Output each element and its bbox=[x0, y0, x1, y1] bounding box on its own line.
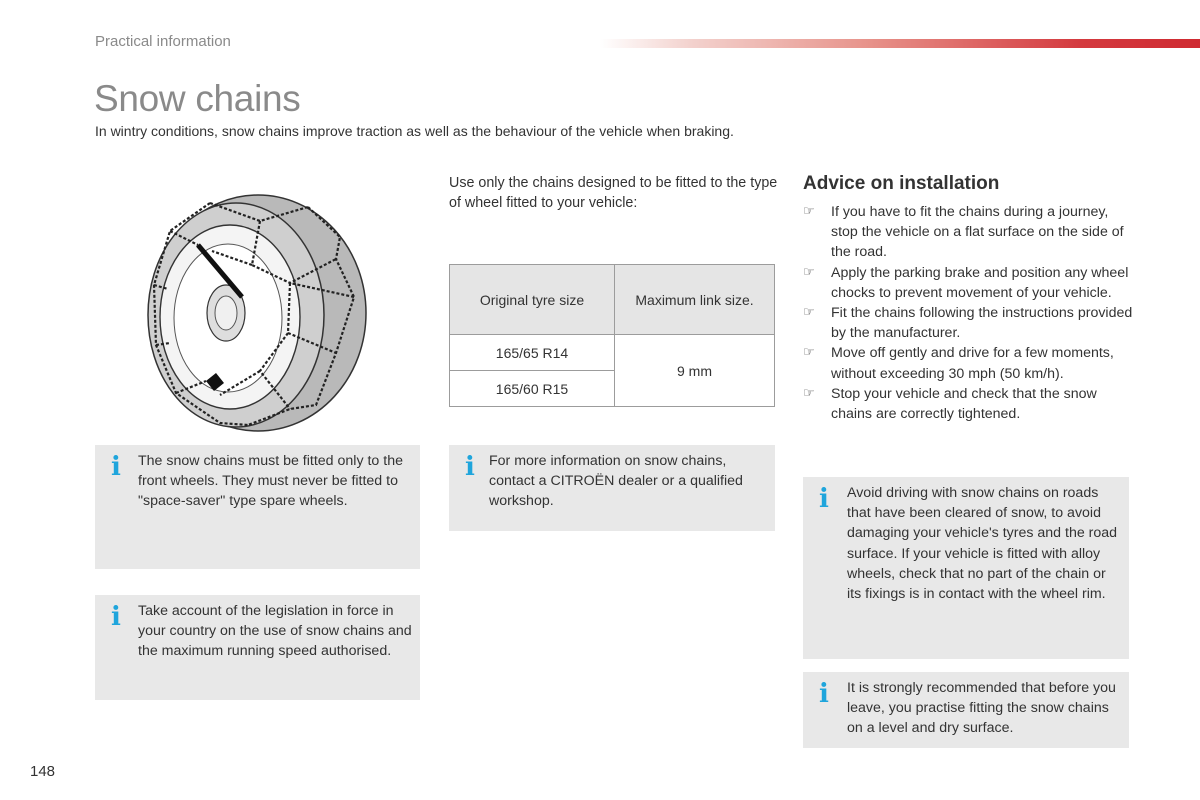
list-item bbox=[803, 384, 1133, 424]
advice-item-text: Stop your vehicle and check that the snow chains are correctly tightened. bbox=[831, 385, 1097, 423]
info-text-practise: It is strongly recommended that before you leave, you practise fitting the snow chains on a level and dry surface. bbox=[847, 680, 1116, 737]
table-row bbox=[450, 335, 775, 371]
info-text-legislation: Take account of the legislation in force in your country on the use of snow chains and the maximum running speed authorised. bbox=[138, 603, 412, 660]
list-item bbox=[803, 343, 1133, 383]
info-icon: i bbox=[111, 602, 121, 632]
page-number: 148 bbox=[30, 763, 56, 780]
tyre-size-cell: 165/65 R14 bbox=[450, 335, 615, 371]
info-box-legislation bbox=[95, 595, 420, 700]
info-box-avoid-driving bbox=[803, 477, 1129, 659]
header-maximum-link-size-label: Maximum link size. bbox=[635, 291, 754, 308]
list-item bbox=[803, 303, 1133, 343]
info-box-front-wheels bbox=[95, 445, 420, 569]
header-maximum-link-size bbox=[615, 265, 775, 335]
list-item bbox=[803, 202, 1133, 263]
list-item bbox=[803, 263, 1133, 303]
advice-item-text: Fit the chains following the instructions provided by the manufacturer. bbox=[831, 305, 1133, 342]
pointing-hand-icon: ☞ bbox=[803, 264, 815, 280]
tyre-size-cell: 165/60 R15 bbox=[450, 371, 615, 407]
info-icon: i bbox=[819, 679, 829, 709]
info-text-avoid-driving: Avoid driving with snow chains on roads that have been cleared of snow, to avoid damaging your vehicle's tyres and the road surface. If your vehicle is fitted with alloy wheels, check that no part of the chain or its fixings is in contact with the wheel rim. bbox=[847, 485, 1118, 603]
info-icon: i bbox=[465, 452, 475, 482]
page-title: Snow chains bbox=[94, 78, 301, 119]
advice-item-text: Move off gently and drive for a few moments, without exceeding 30 mph (50 km/h). bbox=[831, 345, 1114, 382]
table-header-row bbox=[450, 265, 775, 335]
advice-item-text: Apply the parking brake and position any wheel chocks to prevent movement of your vehicle. bbox=[831, 264, 1129, 301]
info-icon: i bbox=[819, 484, 829, 514]
tyre-size-table bbox=[449, 264, 775, 407]
max-link-cell: 9 mm bbox=[615, 335, 775, 407]
info-box-more-info bbox=[449, 445, 775, 531]
info-icon: i bbox=[111, 452, 121, 482]
chains-intro-text: Use only the chains designed to be fitted to the type of wheel fitted to your vehicle: bbox=[449, 175, 778, 211]
pointing-hand-icon: ☞ bbox=[803, 305, 815, 321]
advice-title: Advice on installation bbox=[803, 173, 1000, 194]
wheel-with-snow-chains-icon bbox=[140, 185, 370, 435]
pointing-hand-icon: ☞ bbox=[803, 345, 815, 361]
pointing-hand-icon: ☞ bbox=[803, 204, 815, 219]
advice-list bbox=[803, 202, 1133, 424]
section-label: Practical information bbox=[95, 33, 231, 50]
advice-item-text: If you have to fit the chains during a journey, stop the vehicle on a flat surface on the side of the road. bbox=[831, 204, 1124, 261]
header-accent-bar bbox=[600, 39, 1200, 48]
header-original-tyre-size: Original tyre size bbox=[450, 265, 615, 335]
info-text-more-info: For more information on snow chains, contact a CITROËN dealer or a qualified workshop. bbox=[489, 453, 743, 510]
intro-text: In wintry conditions, snow chains improve traction as well as the behaviour of the vehicle when braking. bbox=[95, 123, 734, 139]
pointing-hand-icon: ☞ bbox=[803, 385, 815, 401]
info-box-practise bbox=[803, 672, 1129, 748]
info-text-front-wheels: The snow chains must be fitted only to the front wheels. They must never be fitted to "space-saver" type spare wheels. bbox=[138, 453, 403, 510]
